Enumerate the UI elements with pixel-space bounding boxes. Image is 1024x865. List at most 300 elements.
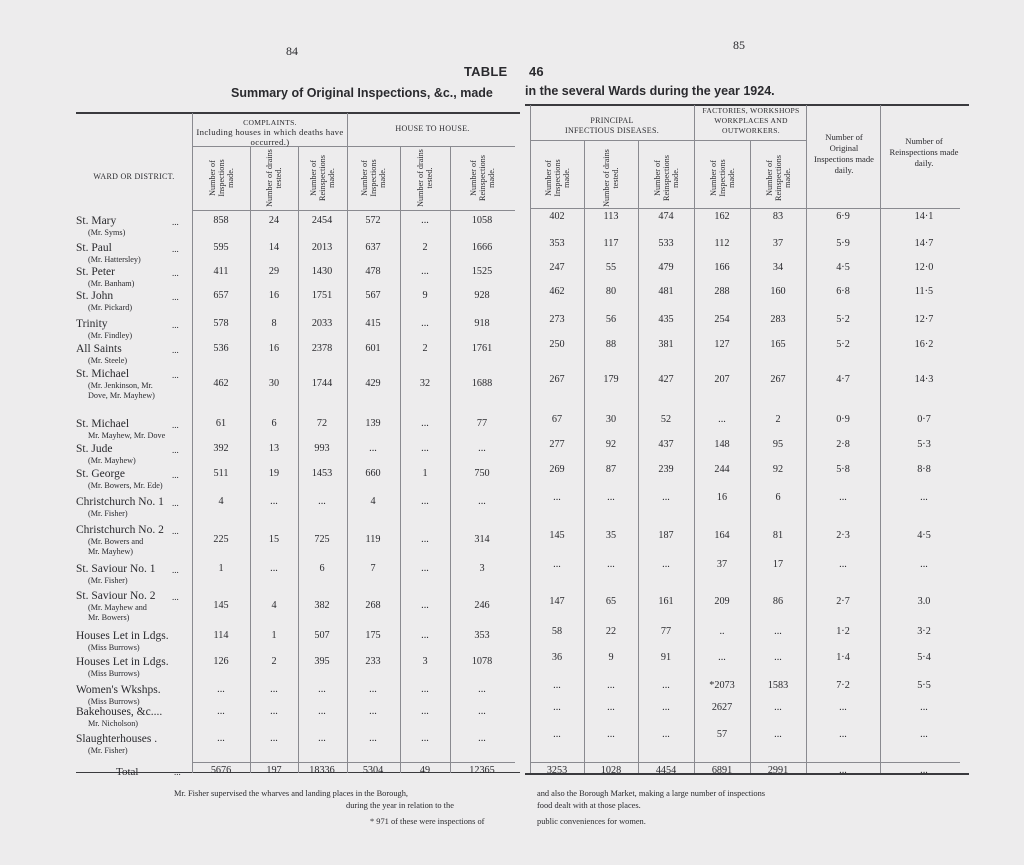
table-cell: 267 — [549, 374, 565, 385]
table-cell: 478 — [365, 266, 381, 277]
table-cell: 1·4 — [836, 652, 850, 663]
table-cell: 16·2 — [914, 339, 934, 350]
table-cell: 5·4 — [917, 652, 931, 663]
table-cell: 114 — [213, 630, 229, 641]
table-cell: ... — [270, 563, 278, 574]
ward-inspector: Mr. Nicholson) — [88, 719, 139, 728]
table-cell: 928 — [474, 290, 490, 301]
table-cell: 6·9 — [836, 211, 850, 222]
header-rule-house — [347, 146, 515, 147]
leader-dots: ... — [172, 498, 179, 508]
footnote-left-2: during the year in relation to the — [346, 801, 454, 810]
ward-name — [76, 443, 201, 466]
table-cell: 209 — [714, 596, 730, 607]
ward-name — [76, 418, 201, 441]
table-cell: ... — [553, 492, 561, 503]
table-cell: 30 — [268, 378, 280, 389]
table-cell: 12·0 — [914, 262, 934, 273]
table-cell: ... — [920, 559, 928, 570]
table-cell: 382 — [314, 600, 330, 611]
table-cell: 411 — [213, 266, 229, 277]
table-cell: 269 — [549, 464, 565, 475]
table-title-left: Summary of Original Inspections, &c., made — [231, 86, 493, 100]
total-cell: 49 — [419, 765, 431, 776]
table-cell: 92 — [605, 439, 617, 450]
vrule — [298, 146, 299, 773]
vrule — [750, 140, 751, 773]
table-cell: 3 — [479, 563, 485, 574]
table-cell: 8 — [271, 318, 277, 329]
table-cell: ... — [421, 563, 429, 574]
ward-inspector: (Mr. Fisher) — [88, 509, 128, 518]
table-cell: 239 — [658, 464, 674, 475]
table-cell: ... — [318, 684, 326, 695]
table-cell: 1 — [271, 630, 277, 641]
total-cell: 6891 — [711, 765, 733, 776]
ward-label: St. Michael — [76, 368, 130, 380]
table-cell: 402 — [549, 211, 565, 222]
table-cell: 6 — [775, 492, 781, 503]
table-cell: .. — [719, 626, 725, 637]
table-cell: 2·7 — [836, 596, 850, 607]
ward-name — [76, 318, 201, 341]
table-cell: 13 — [268, 443, 280, 454]
table-cell: 1 — [218, 563, 224, 574]
ward-inspector: (Mr. Findley) — [88, 331, 133, 340]
table-cell: 30 — [605, 414, 617, 425]
total-label-dots: ... — [174, 767, 181, 777]
table-cell: ... — [920, 492, 928, 503]
table-cell: 7 — [370, 563, 376, 574]
table-cell: 660 — [365, 468, 381, 479]
table-cell: ... — [318, 496, 326, 507]
table-cell: ... — [369, 684, 377, 695]
total-cell: 18336 — [309, 765, 335, 776]
table-cell: 14·1 — [914, 211, 934, 222]
table-cell: ... — [421, 600, 429, 611]
total-label: Total — [116, 766, 139, 778]
ward-inspector: Dove, Mr. Mayhew) — [88, 391, 155, 400]
ward-label: Houses Let in Ldgs. — [76, 656, 169, 668]
table-cell: ... — [839, 702, 847, 713]
table-cell: 993 — [314, 443, 330, 454]
table-cell: 246 — [474, 600, 490, 611]
vrule — [638, 140, 639, 773]
ward-name — [76, 290, 201, 313]
table-cell: 113 — [603, 211, 619, 222]
table-cell: 595 — [213, 242, 229, 253]
total-cell: ... — [839, 765, 847, 776]
ward-name — [76, 215, 201, 238]
leader-dots: ... — [172, 320, 179, 330]
table-cell: 2033 — [311, 318, 333, 329]
table-cell: 4 — [370, 496, 376, 507]
leader-dots: ... — [172, 292, 179, 302]
table-cell: 52 — [660, 414, 672, 425]
table-cell: ... — [421, 733, 429, 744]
table-cell: ... — [270, 706, 278, 717]
table-cell: 2378 — [311, 343, 333, 354]
table-cell: 353 — [549, 238, 565, 249]
table-cell: 481 — [658, 286, 674, 297]
factories-header-1: FACTORIES, WORKSHOPS — [702, 106, 800, 115]
ward-name — [76, 684, 201, 707]
table-cell: 637 — [365, 242, 381, 253]
total-cell: ... — [920, 765, 928, 776]
table-cell: 5·3 — [917, 439, 931, 450]
vrule — [450, 146, 451, 773]
ward-inspector: (Miss Burrows) — [88, 669, 140, 678]
total-cell: 2991 — [767, 765, 789, 776]
ward-label: Houses Let in Ldgs. — [76, 630, 169, 642]
column-header-6: Number of Reinspections made. — [468, 155, 496, 201]
table-cell: ... — [553, 729, 561, 740]
table-cell: 162 — [714, 211, 730, 222]
ward-inspector: (Mr. Mayhew) — [88, 456, 136, 465]
table-cell: 2 — [271, 656, 277, 667]
header-bottom-left — [192, 210, 515, 211]
table-cell: 511 — [213, 468, 229, 479]
column-header-11: Number of Reinspections made. — [764, 155, 792, 201]
table-cell: ... — [839, 492, 847, 503]
header-rule-infectious — [530, 140, 694, 141]
total-cell: 1028 — [600, 765, 622, 776]
ward-name — [76, 496, 201, 519]
ward-label: Slaughterhouses . — [76, 733, 158, 745]
table-cell: ... — [718, 414, 726, 425]
total-cell: 197 — [266, 765, 282, 776]
table-cell: ... — [553, 680, 561, 691]
ward-name — [76, 630, 201, 653]
table-cell: ... — [421, 318, 429, 329]
table-cell: 2 — [422, 242, 428, 253]
table-cell: ... — [839, 559, 847, 570]
table-cell: ... — [421, 418, 429, 429]
table-cell: ... — [774, 626, 782, 637]
table-cell: ... — [662, 559, 670, 570]
table-cell: 14 — [268, 242, 280, 253]
table-cell: 14·7 — [914, 238, 934, 249]
total-cell: 4454 — [655, 765, 677, 776]
table-cell: 160 — [770, 286, 786, 297]
ward-label: Women's Wkshps. — [76, 684, 161, 696]
table-cell: 353 — [474, 630, 490, 641]
table-title-right: in the several Wards during the year 1924. — [525, 84, 775, 98]
table-cell: 572 — [365, 215, 381, 226]
table-cell: 0·7 — [917, 414, 931, 425]
table-cell: ... — [217, 733, 225, 744]
table-cell: 1·2 — [836, 626, 850, 637]
table-cell: 415 — [365, 318, 381, 329]
table-cell: 395 — [314, 656, 330, 667]
ward-label: St. Jude — [76, 443, 113, 455]
ward-inspector: Mr. Mayhew, Mr. Dove — [88, 431, 166, 440]
table-cell: ... — [553, 702, 561, 713]
table-cell: ... — [920, 702, 928, 713]
complaints-header: COMPLAINTS. — [243, 118, 297, 127]
table-cell: 61 — [215, 418, 227, 429]
ward-label: St. Michael — [76, 418, 130, 430]
table-cell: ... — [607, 702, 615, 713]
table-cell: ... — [421, 215, 429, 226]
total-cell: 5676 — [210, 765, 232, 776]
leader-dots: ... — [172, 445, 179, 455]
table-cell: ... — [553, 559, 561, 570]
leader-dots: ... — [172, 565, 179, 575]
table-cell: 435 — [658, 314, 674, 325]
table-cell: ... — [478, 684, 486, 695]
table-cell: 5·2 — [836, 339, 850, 350]
table-cell: ... — [369, 733, 377, 744]
table-cell: 179 — [603, 374, 619, 385]
ward-label: All Saints — [76, 343, 122, 355]
table-cell: ... — [774, 702, 782, 713]
ward-inspector: (Mr. Jenkinson, Mr. — [88, 381, 153, 390]
table-cell: 0·9 — [836, 414, 850, 425]
table-cell: 37 — [772, 238, 784, 249]
table-cell: ... — [662, 492, 670, 503]
ward-name — [76, 343, 201, 366]
table-cell: 536 — [213, 343, 229, 354]
infectious-header-2: INFECTIOUS DISEASES. — [564, 126, 659, 135]
leader-dots: ... — [172, 420, 179, 430]
table-cell: 119 — [365, 534, 381, 545]
table-cell: ... — [217, 684, 225, 695]
table-cell: 5·8 — [836, 464, 850, 475]
table-cell: ... — [421, 534, 429, 545]
ward-inspector: (Mr. Banham) — [88, 279, 135, 288]
table-cell: 392 — [213, 443, 229, 454]
table-cell: ... — [662, 702, 670, 713]
ward-inspector: (Mr. Mayhew and — [88, 603, 147, 612]
ward-name — [76, 468, 201, 491]
vrule — [400, 146, 401, 773]
ward-label: St. Peter — [76, 266, 115, 278]
factories-header-3: OUTWORKERS. — [722, 126, 780, 135]
table-cell: 1688 — [471, 378, 493, 389]
ward-name — [76, 524, 201, 557]
table-cell: 14·3 — [914, 374, 934, 385]
page-number-left: 84 — [286, 44, 298, 58]
table-cell: ... — [270, 733, 278, 744]
table-number: 46 — [529, 64, 544, 79]
column-header-9: Number of Reinspections made. — [652, 155, 680, 201]
complaints-subheader: Including houses in which deaths have occurred.) — [196, 127, 344, 147]
leader-dots: ... — [172, 244, 179, 254]
table-cell: 5·5 — [917, 680, 931, 691]
table-cell: 55 — [605, 262, 617, 273]
table-cell: 19 — [268, 468, 280, 479]
table-label: TABLE — [464, 64, 508, 79]
table-cell: 126 — [213, 656, 229, 667]
table-cell: ... — [421, 684, 429, 695]
vrule — [250, 146, 251, 773]
ward-label: St. Mary — [76, 215, 117, 227]
table-cell: 3 — [422, 656, 428, 667]
ward-inspector: Mr. Bowers) — [88, 613, 130, 622]
ward-name — [76, 368, 201, 401]
table-cell: 4·7 — [836, 374, 850, 385]
table-cell: 29 — [268, 266, 280, 277]
table-cell: 145 — [213, 600, 229, 611]
total-cell: 12365 — [469, 765, 495, 776]
ward-inspector: (Mr. Bowers and — [88, 537, 144, 546]
table-cell: 437 — [658, 439, 674, 450]
table-cell: 1 — [422, 468, 428, 479]
ward-label: Christchurch No. 1 — [76, 496, 164, 508]
original-daily-header: Number of Original Inspections made daily. — [814, 132, 874, 175]
table-cell: 601 — [365, 343, 381, 354]
table-cell: 462 — [549, 286, 565, 297]
column-header-8: Number of drains tested. — [602, 149, 620, 207]
table-cell: 381 — [658, 339, 674, 350]
footnote-right-3: public conveniences for women. — [537, 817, 646, 826]
table-cell: 474 — [658, 211, 674, 222]
table-cell: 4 — [218, 496, 224, 507]
table-cell: ... — [839, 729, 847, 740]
ward-name — [76, 242, 201, 265]
total-rule-left — [192, 762, 515, 763]
table-cell: 244 — [714, 464, 730, 475]
table-cell: 9 — [608, 652, 614, 663]
table-cell: 479 — [658, 262, 674, 273]
table-cell: ... — [478, 443, 486, 454]
leader-dots: ... — [172, 345, 179, 355]
table-cell: 81 — [772, 530, 784, 541]
table-cell: 225 — [213, 534, 229, 545]
vrule — [584, 140, 585, 773]
column-header-4: Number of Inspections made. — [359, 159, 387, 197]
table-cell: 207 — [714, 374, 730, 385]
ward-inspector: (Mr. Syms) — [88, 228, 126, 237]
table-cell: 1583 — [767, 680, 789, 691]
ward-label: St. George — [76, 468, 125, 480]
table-cell: 5·9 — [836, 238, 850, 249]
table-cell: ... — [607, 680, 615, 691]
table-cell: 58 — [551, 626, 563, 637]
ward-label: St. John — [76, 290, 114, 302]
table-cell: ... — [478, 733, 486, 744]
table-cell: 858 — [213, 215, 229, 226]
table-cell: 267 — [770, 374, 786, 385]
table-cell: 6·8 — [836, 286, 850, 297]
table-cell: 22 — [605, 626, 617, 637]
table-cell: ... — [318, 706, 326, 717]
table-cell: ... — [270, 684, 278, 695]
infectious-header-1: PRINCIPAL — [590, 116, 634, 125]
table-cell: 127 — [714, 339, 730, 350]
footnote-right-1: and also the Borough Market, making a large number of inspections — [537, 789, 766, 798]
ward-header: WARD OR DISTRICT. — [93, 172, 175, 181]
table-cell: ... — [421, 266, 429, 277]
table-cell: 12·7 — [914, 314, 934, 325]
table-cell: 148 — [714, 439, 730, 450]
table-cell: 187 — [658, 530, 674, 541]
table-cell: 250 — [549, 339, 565, 350]
column-header-10: Number of Inspections made. — [708, 159, 736, 197]
table-cell: ... — [421, 630, 429, 641]
ward-name — [76, 706, 201, 729]
leader-dots: ... — [172, 470, 179, 480]
ward-inspector: Mr. Mayhew) — [88, 547, 134, 556]
table-cell: 567 — [365, 290, 381, 301]
ward-name — [76, 590, 201, 623]
table-cell: ... — [662, 680, 670, 691]
ward-label: St. Saviour No. 1 — [76, 563, 156, 575]
page-number-right: 85 — [733, 38, 745, 52]
leader-dots: ... — [172, 526, 179, 536]
table-cell: 427 — [658, 374, 674, 385]
table-cell: 5·2 — [836, 314, 850, 325]
leader-dots: ... — [172, 268, 179, 278]
column-header-7: Number of Inspections made. — [543, 159, 571, 197]
table-cell: *2073 — [709, 680, 735, 691]
table-cell: 1058 — [471, 215, 493, 226]
table-cell: 507 — [314, 630, 330, 641]
total-cell: 3253 — [546, 765, 568, 776]
footnote-left-1: Mr. Fisher supervised the wharves and landing places in the Borough, — [174, 789, 408, 798]
table-cell: 36 — [551, 652, 563, 663]
house-to-house-header: HOUSE TO HOUSE. — [395, 124, 470, 133]
table-cell: ... — [774, 652, 782, 663]
leader-dots: ... — [172, 217, 179, 227]
table-cell: 233 — [365, 656, 381, 667]
table-cell: ... — [607, 729, 615, 740]
ward-inspector: (Mr. Steele) — [88, 356, 128, 365]
ward-inspector: (Mr. Fisher) — [88, 746, 128, 755]
table-cell: 578 — [213, 318, 229, 329]
ward-label: Trinity — [76, 318, 108, 330]
table-cell: 86 — [772, 596, 784, 607]
table-cell: 254 — [714, 314, 730, 325]
table-cell: ... — [369, 706, 377, 717]
top-rule-left — [76, 112, 520, 114]
table-cell: ... — [421, 496, 429, 507]
table-cell: 288 — [714, 286, 730, 297]
ward-label: St. Saviour No. 2 — [76, 590, 156, 602]
leader-dots: ... — [172, 370, 179, 380]
table-cell: ... — [270, 496, 278, 507]
table-cell: 1525 — [471, 266, 493, 277]
table-cell: 16 — [716, 492, 728, 503]
table-cell: 164 — [714, 530, 730, 541]
table-cell: ... — [478, 706, 486, 717]
table-cell: 165 — [770, 339, 786, 350]
table-cell: 11·5 — [914, 286, 934, 297]
table-cell: 533 — [658, 238, 674, 249]
table-cell: 657 — [213, 290, 229, 301]
table-cell: 95 — [772, 439, 784, 450]
table-cell: 268 — [365, 600, 381, 611]
table-cell: 32 — [419, 378, 431, 389]
table-cell: 1430 — [311, 266, 333, 277]
table-cell: ... — [920, 729, 928, 740]
table-cell: 4·5 — [836, 262, 850, 273]
factories-header-2: WORKPLACES AND — [714, 116, 788, 125]
ward-name — [76, 266, 201, 289]
table-cell: 429 — [365, 378, 381, 389]
ward-name — [76, 563, 201, 586]
table-cell: 67 — [551, 414, 563, 425]
table-cell: 1751 — [311, 290, 333, 301]
table-cell: ... — [217, 706, 225, 717]
footnote-right-2: food dealt with at those places. — [537, 801, 641, 810]
column-header-3: Number of Reinspections made. — [308, 155, 336, 201]
column-header-2: Number of drains tested. — [265, 149, 283, 207]
header-bottom-right — [530, 208, 960, 209]
table-cell: ... — [421, 443, 429, 454]
table-cell: 2 — [422, 343, 428, 354]
